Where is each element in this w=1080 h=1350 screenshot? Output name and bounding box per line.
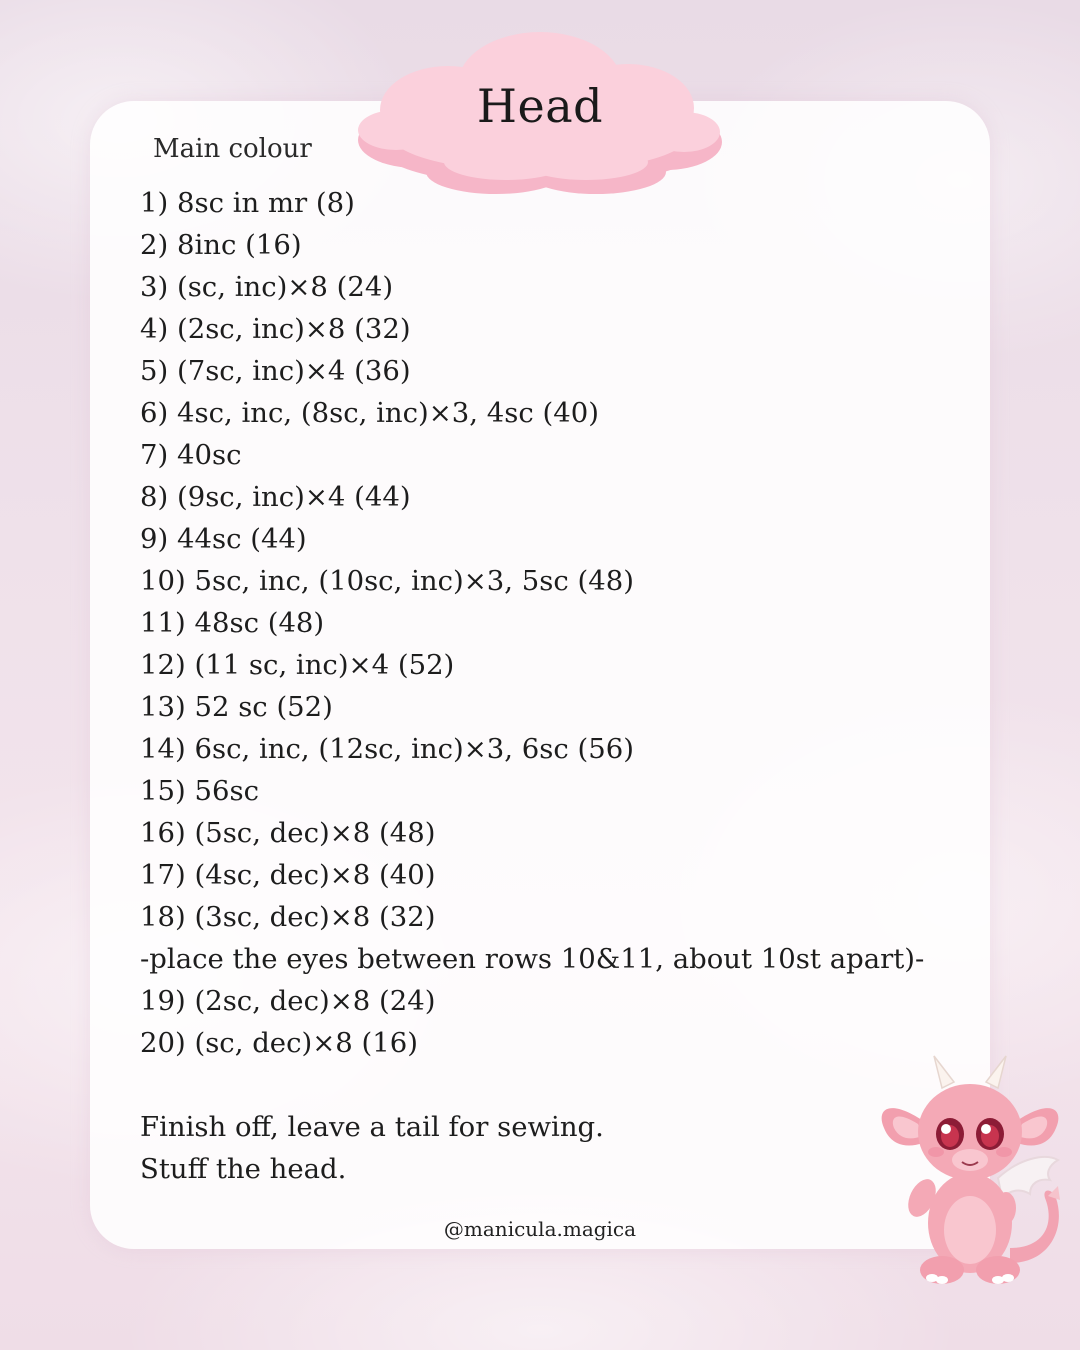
pattern-row: 10) 5sc, inc, (10sc, inc)×3, 5sc (48) bbox=[140, 565, 634, 597]
pattern-row: 1) 8sc in mr (8) bbox=[140, 187, 355, 219]
pattern-row: 3) (sc, inc)×8 (24) bbox=[140, 271, 394, 303]
pattern-row: 17) (4sc, dec)×8 (40) bbox=[140, 859, 436, 891]
page-title: Head bbox=[476, 79, 604, 133]
pattern-row: 18) (3sc, dec)×8 (32) bbox=[140, 901, 436, 933]
pattern-note: -place the eyes between rows 10&11, about 10st apart)- bbox=[140, 943, 925, 975]
pattern-row: 14) 6sc, inc, (12sc, inc)×3, 6sc (56) bbox=[140, 733, 634, 765]
pattern-rows bbox=[140, 182, 924, 1064]
author-handle: @manicula.magica bbox=[443, 1217, 637, 1241]
pattern-row: 19) (2sc, dec)×8 (24) bbox=[140, 985, 436, 1017]
pattern-row: 4) (2sc, inc)×8 (32) bbox=[140, 313, 411, 345]
finishing-instructions bbox=[140, 1106, 604, 1190]
pattern-row: 11) 48sc (48) bbox=[140, 607, 325, 639]
pattern-row: 16) (5sc, dec)×8 (48) bbox=[140, 817, 436, 849]
pattern-row: 9) 44sc (44) bbox=[140, 523, 307, 555]
pattern-row: 15) 56sc bbox=[140, 775, 259, 807]
pattern-row: 6) 4sc, inc, (8sc, inc)×3, 4sc (40) bbox=[140, 397, 599, 429]
pattern-row: 13) 52 sc (52) bbox=[140, 691, 333, 723]
pattern-row: 5) (7sc, inc)×4 (36) bbox=[140, 355, 411, 387]
pattern-row: 8) (9sc, inc)×4 (44) bbox=[140, 481, 411, 513]
pattern-row: 7) 40sc bbox=[140, 439, 242, 471]
pattern-row: 12) (11 sc, inc)×4 (52) bbox=[140, 649, 455, 681]
finish-line: Finish off, leave a tail for sewing. bbox=[140, 1111, 604, 1143]
pattern-row: 2) 8inc (16) bbox=[140, 229, 302, 261]
section-subtitle: Main colour bbox=[153, 134, 312, 164]
pink-dragon-illustration bbox=[870, 1048, 1070, 1293]
finish-line: Stuff the head. bbox=[140, 1153, 347, 1185]
pattern-row: 20) (sc, dec)×8 (16) bbox=[140, 1027, 418, 1059]
